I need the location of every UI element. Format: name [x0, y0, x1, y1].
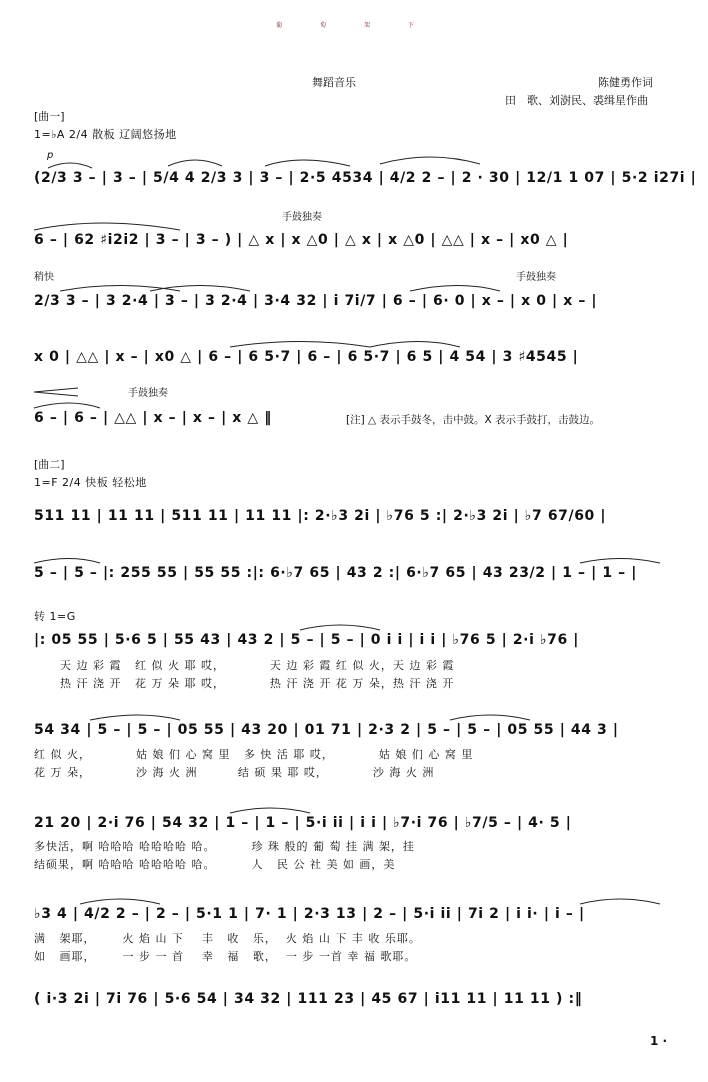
annotation: 手鼓独奏 — [516, 272, 556, 283]
lyric-line: 结硕果，啊 哈哈哈 哈哈哈哈 哈。 人 民 公 社 美 如 画，美 — [34, 858, 396, 871]
slur — [150, 286, 250, 292]
modulation-mark: 转 1=G — [34, 610, 76, 623]
slur — [80, 899, 160, 904]
staff-line: 54 34 | 5 – | 5 – | 05 55 | 43 20 | 01 71 | 2·3 2 | 5 – | 5 – | 05 55 | 44 3 | — [34, 722, 619, 738]
slur — [90, 715, 180, 720]
annotation: 手鼓独奏 — [128, 388, 168, 399]
lyric-line: 热 汗 浇 开 花 万 朵 耶 哎， 热 汗 浇 开 花 万 朵，热 汗 浇 开 — [60, 677, 455, 690]
section1-key: 1=♭A 2/4 散板 辽阔悠扬地 — [34, 128, 177, 141]
section2-label: [曲二] — [34, 458, 65, 471]
lyric-line: 天 边 彩 霞 红 似 火 耶 哎， 天 边 彩 霞 红 似 火，天 边 彩 霞 — [60, 659, 455, 672]
tempo-mark: 稍快 — [34, 272, 54, 283]
crescendo-mark — [34, 388, 78, 396]
dynamic-p: p — [47, 150, 54, 161]
slur — [410, 286, 500, 292]
section1-label: [曲一] — [34, 110, 65, 123]
lyric-line: 花 万 朵， 沙 海 火 洲 结 硕 果 耶 哎， 沙 海 火 洲 — [34, 766, 435, 779]
page-number: 1 · — [650, 1034, 668, 1048]
slur — [580, 559, 660, 564]
slur — [230, 808, 310, 813]
annotation: 手鼓独奏 — [282, 212, 322, 223]
footnote: [注] △ 表示手鼓冬，击中鼓。X 表示手鼓打，击鼓边。 — [346, 414, 600, 426]
slur — [380, 157, 480, 164]
staff-line: 2/3 3 – | 3 2·4 | 3 – | 3 2·4 | 3·4 32 | i 7i/7 | 6 – | 6· 0 | x – | x 0 | x – | — [34, 293, 598, 309]
staff-line: ♭3 4 | 4/2 2 – | 2 – | 5·1 1 | 7· 1 | 2·3 13 | 2 – | 5·i ii | 7i 2 | i i· | i – | — [34, 906, 585, 922]
slur — [580, 899, 660, 904]
page-title: 葡 萄 架 下 — [276, 22, 432, 29]
slur — [168, 160, 222, 166]
section2-key: 1=F 2/4 快板 轻松地 — [34, 476, 147, 489]
composers: 田 歌、刘澍民、裘缉星作曲 — [505, 94, 648, 107]
slur — [300, 625, 380, 630]
staff-line: ( i·3 2i | 7i 76 | 5·6 54 | 34 32 | 111 23 | 45 67 | i11 11 | 11 11 ) :‖ — [34, 991, 583, 1007]
slur — [34, 403, 100, 408]
staff-line: 21 20 | 2·i 76 | 54 32 | 1 – | 1 – | 5·i ii | i i | ♭7·i 76 | ♭7/5 – | 4· 5 | — [34, 815, 572, 831]
slur — [265, 160, 350, 166]
lyric-line: 红 似 火， 姑 娘 们 心 窝 里 多 快 活 耶 哎， 姑 娘 们 心 窝 里 — [34, 748, 474, 761]
lyric-line: 多快活，啊 哈哈哈 哈哈哈哈 哈。 珍 珠 般的 葡 萄 挂 满 架，挂 — [34, 840, 415, 853]
lyricist: 陈健勇作词 — [598, 76, 653, 89]
slur — [450, 715, 530, 720]
slur — [34, 559, 100, 564]
slur — [48, 163, 92, 168]
slur — [230, 342, 370, 348]
lyric-line: 满 架耶， 火 焰 山 下 丰 收 乐， 火 焰 山 下 丰 收 乐耶。 — [34, 932, 421, 945]
staff-line: x 0 | △△ | x – | x0 △ | 6 – | 6 5·7 | 6 – | 6 5·7 | 6 5 | 4 54 | 3 ♯4545 | — [34, 349, 579, 365]
staff-line: 6 – | 62 ♯i2i2 | 3 – | 3 – ) | △ x | x △0 | △ x | x △0 | △△ | x – | x0 △ | — [34, 232, 569, 248]
genre: 舞蹈音乐 — [312, 76, 356, 89]
slur — [370, 342, 460, 348]
lyric-line: 如 画耶， 一 步 一 首 幸 福 歌， 一 步 一首 幸 福 歌耶。 — [34, 950, 417, 963]
slur — [34, 223, 180, 230]
staff-line: 511 11 | 11 11 | 511 11 | 11 11 |: 2·♭3 2i | ♭76 5 :| 2·♭3 2i | ♭7 67/60 | — [34, 508, 607, 524]
staff-line: 5 – | 5 – |: 255 55 | 55 55 :|: 6·♭7 65 | 43 2 :| 6·♭7 65 | 43 23/2 | 1 – | 1 – | — [34, 565, 637, 581]
staff-line: |: 05 55 | 5·6 5 | 55 43 | 43 2 | 5 – | 5 – | 0 i i | i i | ♭76 5 | 2·i ♭76 | — [34, 632, 580, 648]
staff-line: 6 – | 6 – | △△ | x – | x – | x △ ‖ — [34, 410, 272, 426]
staff-line: (2/3 3 – | 3 – | 5/4 4 2/3 3 | 3 – | 2·5 4534 | 4/2 2 – | 2 · 30 | 12/1 1 07 | 5·2 i27i | — [34, 170, 697, 186]
